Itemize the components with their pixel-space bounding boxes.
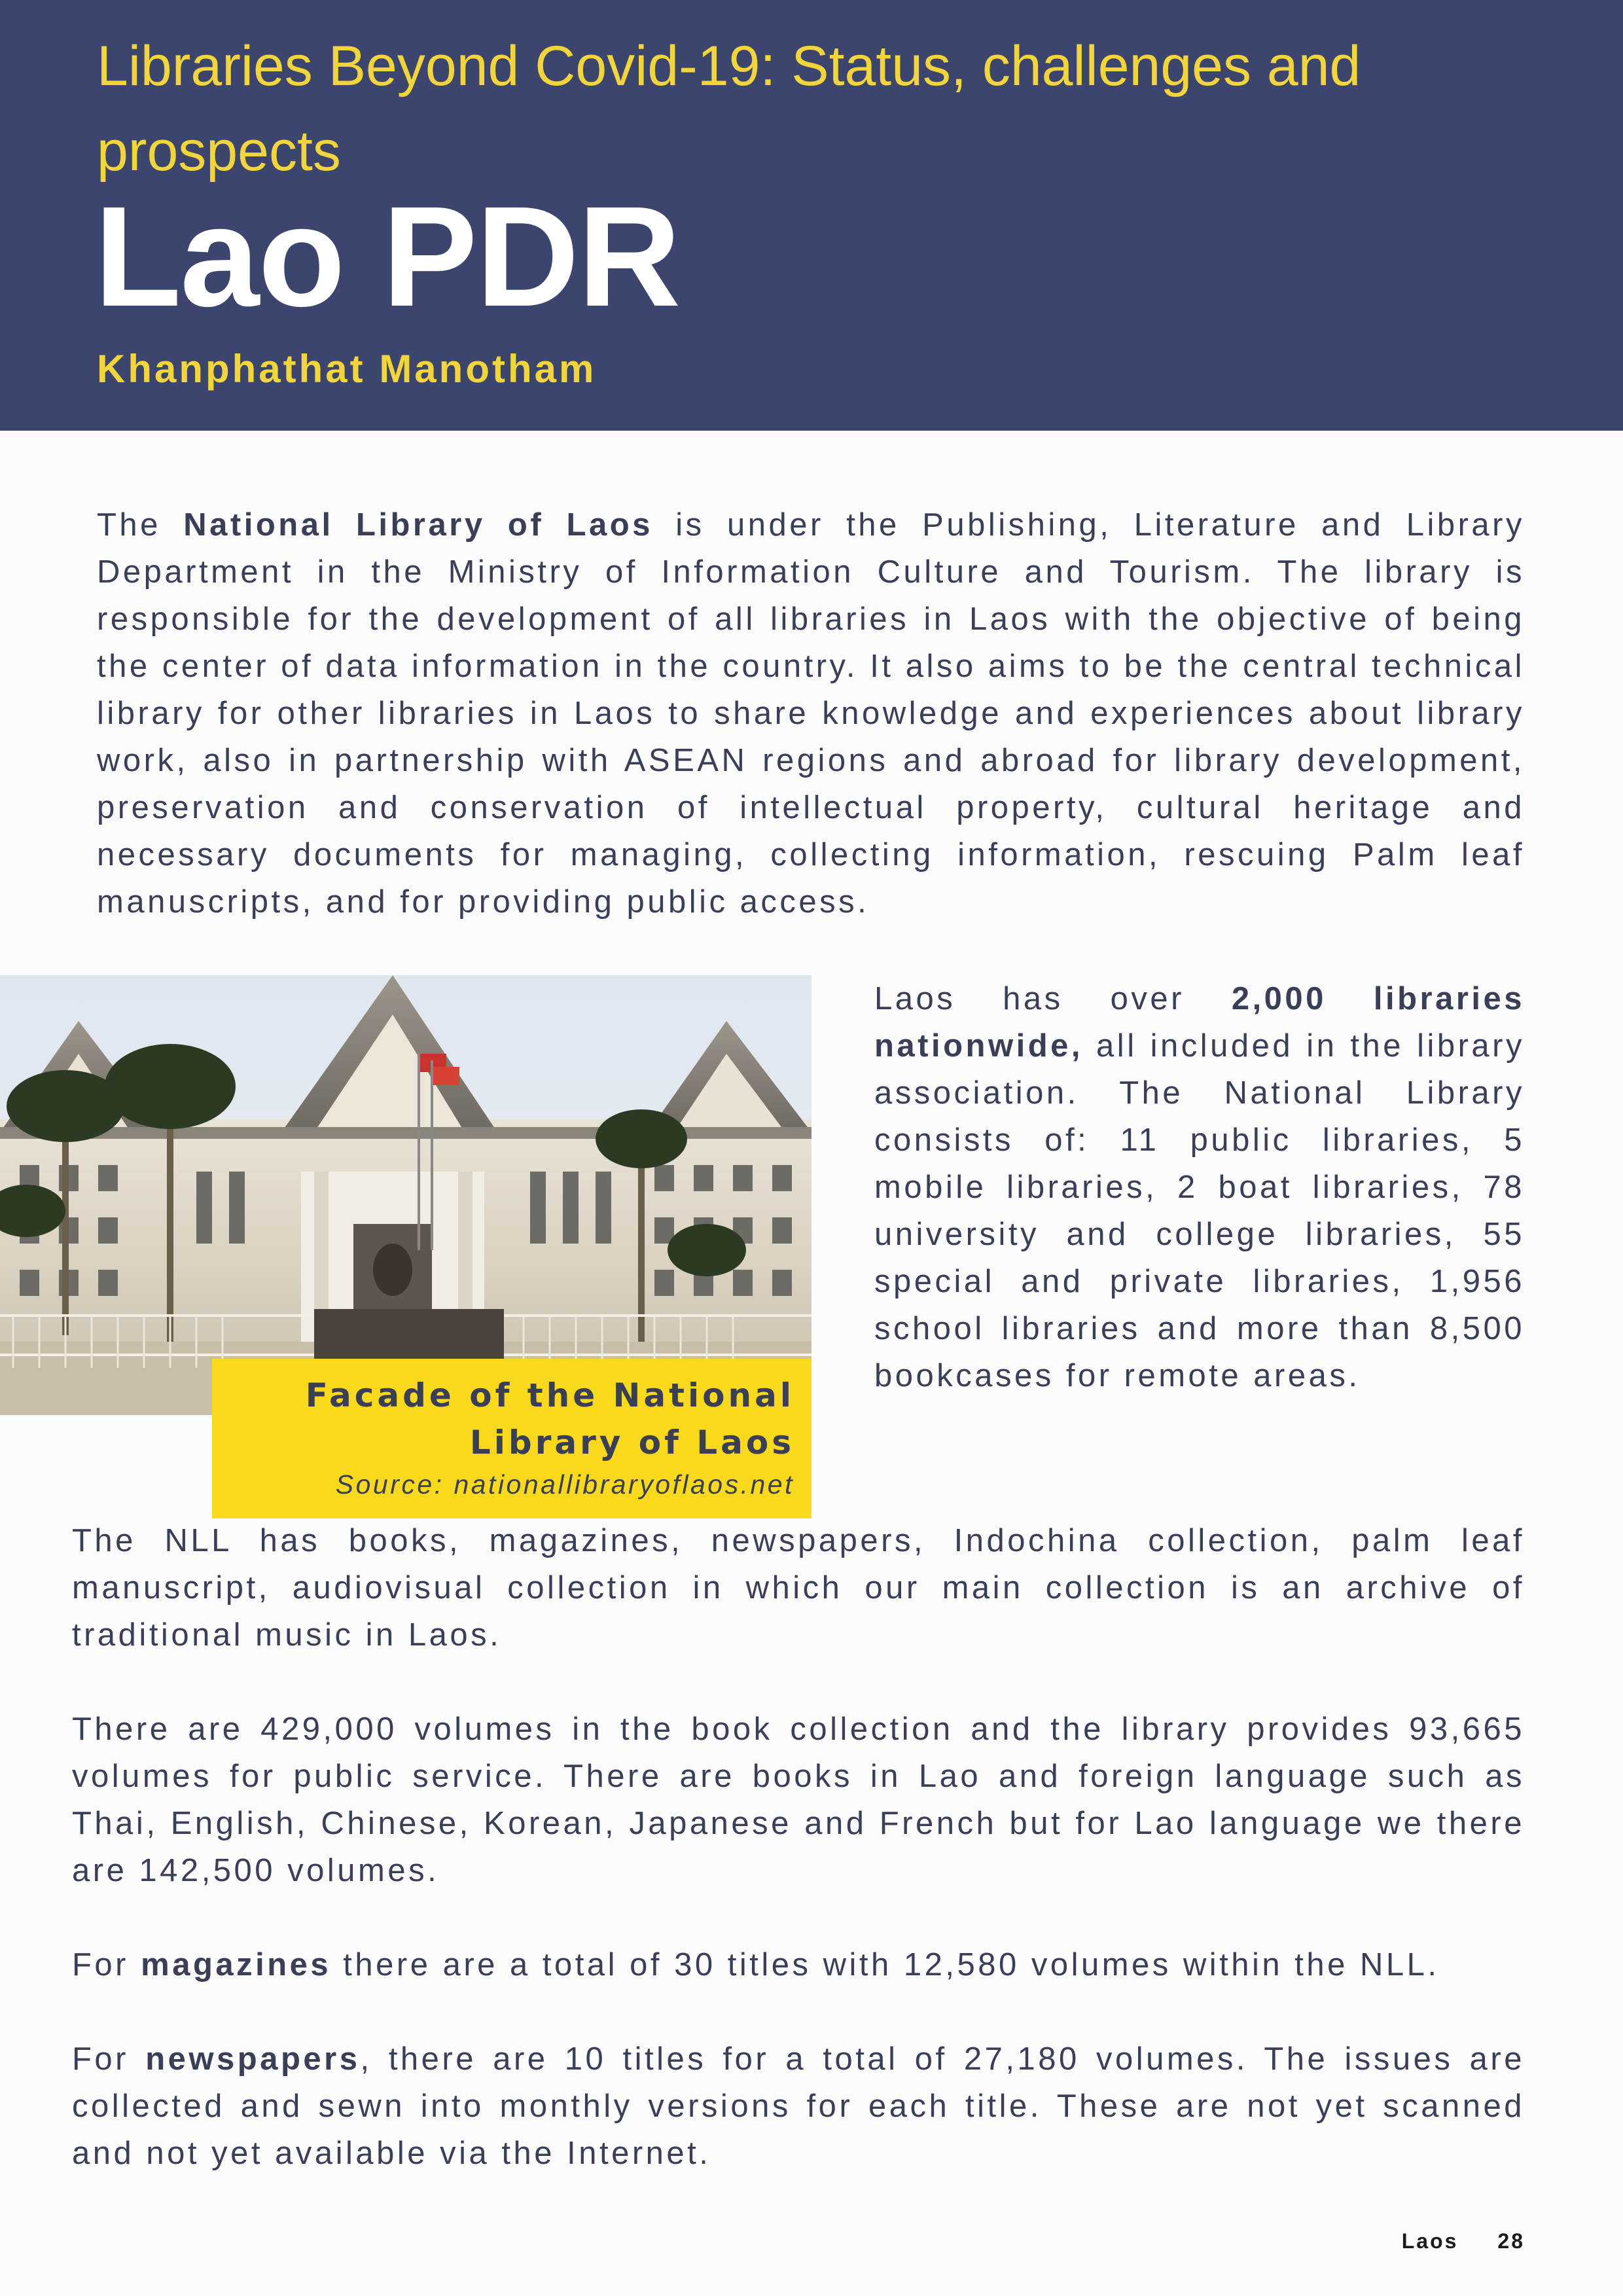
magazines-text-post: there are a total of 30 titles with 12,580 volumes within the NLL. xyxy=(331,1947,1440,1982)
page-title: Lao PDR xyxy=(94,177,680,336)
newspapers-text-pre: For xyxy=(72,2041,146,2077)
volumes-paragraph: There are 429,000 volumes in the book collection and the library provides 93,665 volumes for public service. There are books in Lao and foreign language such as Thai, English, Chinese, Korean, Japanese and French but for Lao language we there are 142,500 volumes. xyxy=(72,1712,1525,1888)
intro-text-pre: The xyxy=(97,507,184,543)
header-banner xyxy=(0,0,1623,431)
libraries-text-post: all included in the library association. The National Library consists of: 11 public libraries, 5 mobile libraries, 2 boat libraries, 78 university and college libraries, 55 special and private libraries, 1,956 school libraries and more than 8,500 bookcases for remote areas. xyxy=(874,1028,1525,1393)
newspapers-text-post: , there are 10 titles for a total of 27,180 volumes. The issues are collected and sewn into monthly versions for each title. These are not yet scanned and not yet available via the Internet. xyxy=(72,2041,1525,2171)
intro-text-post: is under the Publishing, Literature and Library Department in the Ministry of Information Culture and Tourism. The library is responsible for the development of all libraries in Laos with the objective of being the center of data information in the country. It also aims to be the central technical library for other libraries in Laos to share knowledge and experiences about library work, also in partnership with ASEAN regions and abroad for library development, preservation and conservation of intellectual property, cultural heritage and necessary documents for managing, collecting information, rescuing Palm leaf manuscripts, and for providing public access. xyxy=(97,507,1525,920)
magazines-text-pre: For xyxy=(72,1947,141,1982)
page-footer xyxy=(1402,2228,1525,2254)
page-number: 28 xyxy=(1497,2229,1525,2253)
collection-paragraph: The NLL has books, magazines, newspapers, Indochina collection, palm leaf manuscript, audiovisual collection in which our main collection is an archive of traditional music in Laos. xyxy=(72,1523,1525,1653)
libraries-paragraph xyxy=(874,975,1525,1399)
author-name: Khanphathat Manotham xyxy=(97,347,597,391)
photo-caption xyxy=(212,1359,812,1518)
footer-section: Laos xyxy=(1401,2229,1459,2253)
library-facade-photo xyxy=(0,975,812,1415)
magazines-text-bold: magazines xyxy=(141,1947,332,1982)
caption-title: Facade of the National Library of Laos xyxy=(305,1376,794,1462)
newspapers-paragraph xyxy=(72,2036,1525,2177)
magazines-paragraph xyxy=(72,1941,1525,1988)
series-title: Libraries Beyond Covid-19: Status, challenges and prospects xyxy=(97,35,1361,183)
intro-text-bold: National Library of Laos xyxy=(183,507,653,543)
libraries-text-bold: 2,000 libraries nationwide, xyxy=(874,981,1525,1064)
caption-source: Source: nationallibraryoflaos.net xyxy=(335,1469,794,1499)
libraries-text-pre: Laos has over xyxy=(874,981,1232,1016)
intro-paragraph xyxy=(97,501,1525,925)
newspapers-text-bold: newspapers xyxy=(145,2041,361,2077)
